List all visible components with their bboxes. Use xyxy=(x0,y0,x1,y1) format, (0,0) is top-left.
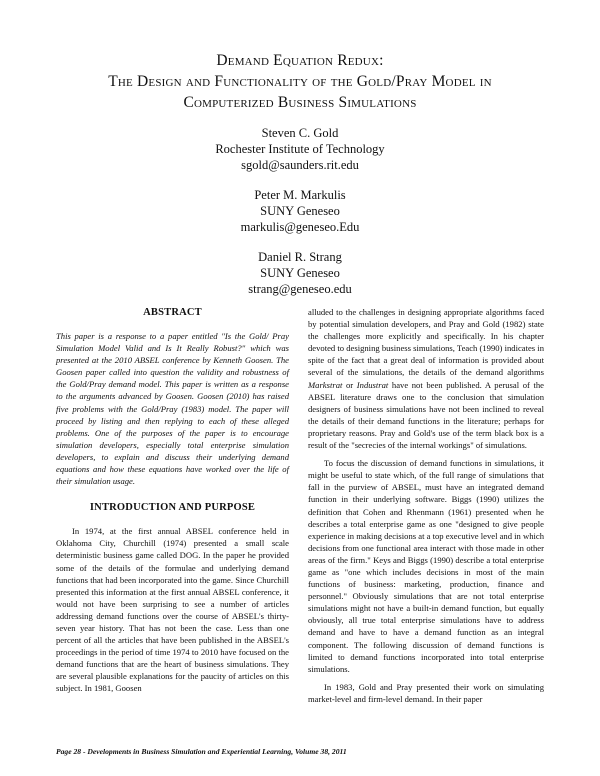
author-name: Peter M. Markulis xyxy=(254,188,346,202)
author-affiliation: SUNY Geneseo xyxy=(260,204,340,218)
industrat-title: Industrat xyxy=(356,379,389,390)
para1-mid: or xyxy=(342,379,357,390)
author-block xyxy=(100,187,500,235)
page-footer: Page 28 - Developments in Business Simulation and Experiential Learning, Volume 38, 2011 xyxy=(56,747,347,756)
author-name: Daniel R. Strang xyxy=(258,250,342,264)
left-column xyxy=(56,306,289,695)
title-line-1: Demand Equation Redux: xyxy=(216,52,384,69)
author-affiliation: SUNY Geneseo xyxy=(260,266,340,280)
paper-title xyxy=(50,50,550,113)
right-paragraph-2: To focus the discussion of demand functions in simulations, it might be useful to state which, of the full range of simulations that fall in the purview of ABSEL, must have an integrated demand function in their underlying software. Biggs (1990) utilizes the definition that Cohen and Rhenmann (1961) presented when he describes a total enterprise game as one "designed to give people experience in making decisions at a top executive level and in which decisions from one functional area interact with those made in other areas of the firm." Keys and Biggs (1990) describe a total enterprise game as "one which includes decisions in most of the main functions of business: marketing, production, finance and personnel." Obviously simulations that are not total enterprise simulations might not have a built-in demand function, but equally obviously, all true total enterprise simulations have to address demand and have to have a demand function as an integral component. The following discussion of demand functions is limited to demand functions incorporated into total enterprise simulations. xyxy=(308,458,545,674)
para1-start: alluded to the challenges in designing appropriate algorithms faced by potential simulation developers, and Pray and Gold (1982) state the challenges more explicitly and specifically. In his chapter devoted to designing business simulations, Teach (1990) indicates in spite of the fact that a great deal of information is provided about several of the simulations, the details of the demand algorithms xyxy=(308,307,544,378)
right-column xyxy=(308,306,544,705)
title-line-2: The Design and Functionality of the Gold/Pray Model in xyxy=(108,73,492,90)
para1-end: have not been published. A perusal of the ABSEL literature draws one to the conclusion that simulation designers of business simulations have not been inclined to reveal the details of their demand functions in the literature; perhaps for proprietary reasons. Pray and Gold's use of the term black box is a result of the "secrecies of the internal workings" of simulations. xyxy=(308,379,544,451)
right-paragraph-3: In 1983, Gold and Pray presented their work on simulating market-level and firm-level demand. In their paper xyxy=(308,681,544,704)
markstrat-title: Markstrat xyxy=(308,379,343,390)
author-email: sgold@saunders.rit.edu xyxy=(241,158,359,172)
title-line-3: Computerized Business Simulations xyxy=(183,94,417,111)
author-email: strang@geneseo.edu xyxy=(248,282,352,296)
introduction-paragraph: In 1974, at the first annual ABSEL conference held in Oklahoma City, Churchill (1974) presented a small scale deterministic business game called DOG. In the paper he provided some of the details of the formulae and underlying demand functions that had been incorporated into the game. Since Churchill presented this information at the first annual ABSEL conference, it would not have been surprising to see a number of articles addressing demand functions over the course of ABSEL's thirty-seven year history. That has not been the case. Less than one percent of all the articles that have been published in the ABSEL's proceedings in the period of time 1974 to 2010 have focused on the demand functions that are the heart of business simulations. They are several plausible explanations for the paucity of articles on this subject. In 1981, Goosen xyxy=(56,526,289,694)
author-email: markulis@geneseo.Edu xyxy=(240,220,360,234)
author-block xyxy=(100,249,500,297)
author-affiliation: Rochester Institute of Technology xyxy=(215,142,385,156)
introduction-heading: INTRODUCTION AND PURPOSE xyxy=(89,502,256,514)
abstract-text: This paper is a response to a paper entitled "Is the Gold/ Pray Simulation Model Valid and Is It Really Robust?" which was presented at the 2010 ABSEL conference by Kenneth Goosen. The Goosen paper called into question the validity and robustness of the Gold/Pray demand model. This paper is written as a response to the arguments advanced by Goosen. Goosen (2010) has raised five problems with the Gold/Pray (1983) model. The paper will proceed by listing and then replying to each of these alleged problems. One of the purposes of the paper is to encourage simulation developers, especially total enterprise simulation developers, to explain and discuss their underlying demand equations and how these equations have worked over the life of their simulation usage. xyxy=(56,331,289,487)
abstract-heading: ABSTRACT xyxy=(143,307,202,318)
author-block xyxy=(100,125,500,173)
author-name: Steven C. Gold xyxy=(261,126,339,140)
right-paragraph-1 xyxy=(308,306,544,451)
